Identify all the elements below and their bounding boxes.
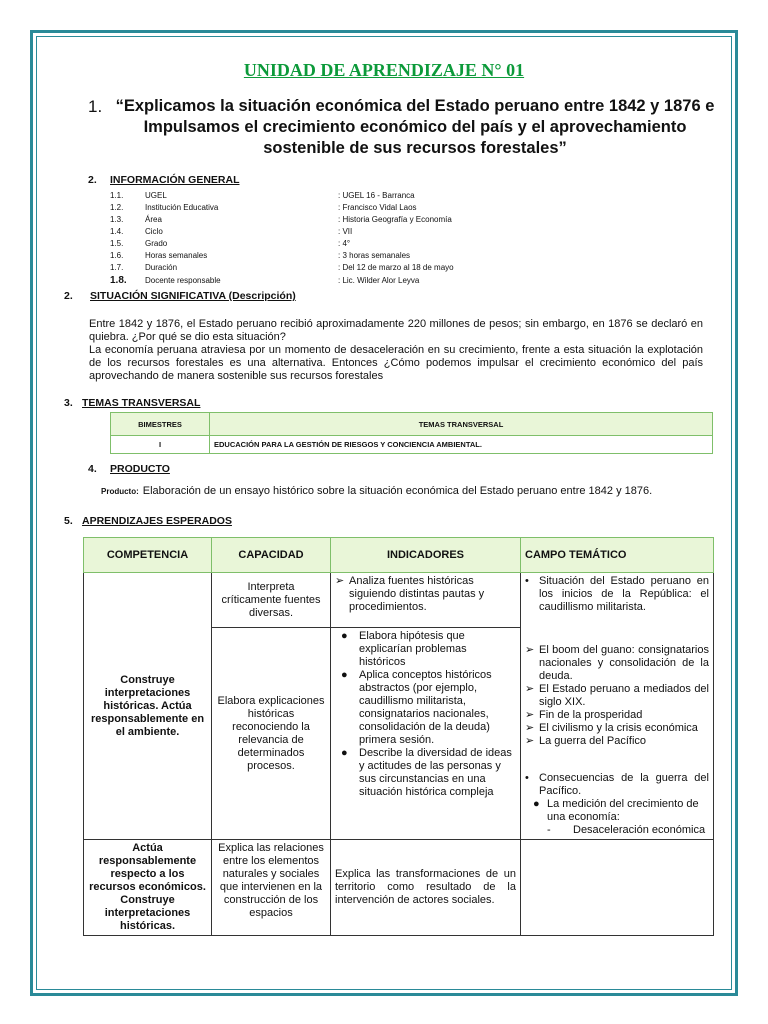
section-number: 2. — [88, 174, 97, 186]
bullet-icon: ● — [341, 747, 348, 759]
producto-label: Producto: — [101, 487, 139, 496]
indicador-text: Aplica conceptos históricos abstractos (por ejemplo, caudillismo militarista, consignatarios nacionales, consolidación de la deuda) primera sesión. — [359, 669, 492, 746]
info-label: UGEL — [145, 191, 167, 200]
campo-text: Consecuencias de la guerra del Pacífico. — [539, 772, 709, 797]
info-value: : Francisco Vidal Laos — [338, 203, 417, 212]
campo-tematico-cell — [521, 840, 714, 936]
table-header-row — [111, 413, 713, 436]
info-row — [110, 191, 590, 203]
situacion-text — [89, 318, 703, 383]
info-row — [110, 263, 590, 275]
section-number: 4. — [88, 463, 97, 475]
table-header-cell: COMPETENCIA — [84, 538, 212, 573]
section-aprendizajes-heading — [64, 515, 232, 527]
info-value: : Lic. Wilder Alor Leyva — [338, 276, 420, 285]
indicador-cell — [331, 628, 521, 840]
arrow-bullet-icon: ➢ — [525, 683, 535, 695]
info-value: : VII — [338, 227, 353, 236]
info-row — [110, 227, 590, 239]
info-row — [110, 203, 590, 215]
indicador-cell — [331, 573, 521, 628]
table-header-row — [84, 538, 714, 573]
situacion-paragraph: La economía peruana atraviesa por un momento de desaceleración en su crecimiento, frente a esta situación la explotación de los recursos forestales es una alternativa. Entonces ¿Cómo podemos impulsar el crecimiento económico del país aprovechando de manera sostenible sus recursos forestales — [89, 344, 703, 382]
table-row — [84, 840, 714, 936]
section-info-heading — [88, 174, 240, 186]
list-item — [547, 824, 709, 837]
bullet-icon: • — [525, 772, 529, 784]
bullet-icon: • — [525, 575, 529, 587]
list-item — [525, 575, 709, 614]
arrow-bullet-icon: ➢ — [525, 722, 535, 734]
section-number: 5. — [64, 515, 73, 527]
info-value: : UGEL 16 - Barranca — [338, 191, 415, 200]
producto-line — [101, 485, 652, 497]
info-row — [110, 239, 590, 251]
info-value: : 3 horas semanales — [338, 251, 411, 260]
table-header-cell: INDICADORES — [331, 538, 521, 573]
info-num: 1.2. — [110, 203, 124, 212]
info-num: 1.1. — [110, 191, 124, 200]
info-row — [110, 215, 590, 227]
section-producto-heading — [88, 463, 170, 475]
indicador-text: Analiza fuentes históricas siguiendo distintas pautas y procedimientos. — [349, 575, 485, 613]
table-cell: EDUCACIÓN PARA LA GESTIÓN DE RIESGOS Y CONCIENCIA AMBIENTAL. — [210, 436, 713, 454]
campo-text: La medición del crecimiento de una economía: — [547, 798, 699, 823]
arrow-bullet-icon: ➢ — [335, 575, 345, 587]
arrow-bullet-icon: ➢ — [525, 735, 535, 747]
info-label: Institución Educativa — [145, 203, 219, 212]
capacidad-cell: Explica las relaciones entre los elementos naturales y sociales que intervienen en la construcción de los espacios — [212, 840, 331, 936]
info-label: Grado — [145, 239, 168, 248]
indicador-text: Describe la diversidad de ideas y actitudes de las personas y sus circunstancias en una situación histórica compleja — [359, 747, 512, 798]
list-item — [525, 722, 709, 735]
info-label: Área — [145, 215, 162, 224]
list-item — [525, 683, 709, 709]
info-row — [110, 276, 590, 288]
competencia-cell: Actúa responsablemente respecto a los recursos económicos. Construye interpretaciones históricas. — [84, 840, 212, 936]
list-item — [335, 630, 516, 669]
table-header-cell: BIMESTRES — [111, 413, 210, 436]
page-title: UNIDAD DE APRENDIZAJE N° 01 — [243, 60, 525, 80]
info-num: 1.6. — [110, 251, 124, 260]
arrow-bullet-icon: ➢ — [525, 709, 535, 721]
list-item — [533, 798, 709, 824]
info-label: Duración — [145, 263, 178, 272]
list-item — [525, 709, 709, 722]
temas-table — [110, 412, 713, 454]
info-num: 1.4. — [110, 227, 124, 236]
info-num: 1.5. — [110, 239, 124, 248]
capacidad-cell: Elabora explicaciones históricas reconociendo la relevancia de determinados procesos. — [212, 628, 331, 840]
list-item — [525, 772, 709, 798]
section-title: PRODUCTO — [110, 463, 170, 475]
section-title: TEMAS TRANSVERSAL — [82, 397, 201, 409]
info-label: Docente responsable — [145, 276, 221, 285]
list-item — [525, 735, 709, 748]
dash-bullet-icon: - — [547, 824, 551, 836]
info-num: 1.7. — [110, 263, 124, 272]
table-header-cell: CAPACIDAD — [212, 538, 331, 573]
info-label: Ciclo — [145, 227, 163, 236]
campo-text: Fin de la prosperidad — [539, 709, 643, 721]
table-row — [84, 573, 714, 628]
info-num: 1.8. — [110, 275, 127, 286]
indicador-text: Elabora hipótesis que explicarían problemas históricos — [359, 630, 467, 668]
campo-text: Situación del Estado peruano en los inicios de la República: el caudillismo militarista. — [539, 575, 709, 613]
campo-text: Desaceleración económica — [573, 824, 706, 836]
section-title: INFORMACIÓN GENERAL — [110, 174, 240, 186]
competencia-cell: Construye interpretaciones históricas. Actúa responsablemente en el ambiente. — [84, 573, 212, 840]
campo-text: La guerra del Pacífico — [539, 735, 647, 747]
arrow-bullet-icon: ➢ — [525, 644, 535, 656]
section-number: 3. — [64, 397, 73, 409]
table-cell: I — [111, 436, 210, 454]
campo-text: El boom del guano: consignatarios nacionales y consolidación de la deuda. — [539, 644, 709, 682]
list-item — [525, 644, 709, 683]
campo-tematico-cell — [521, 573, 714, 840]
info-label: Horas semanales — [145, 251, 208, 260]
indicador-cell: Explica las transformaciones de un territorio como resultado de la intervención de actores sociales. — [331, 840, 521, 936]
main-title-number: 1. — [88, 97, 103, 116]
main-title — [88, 96, 718, 159]
info-num: 1.3. — [110, 215, 124, 224]
main-title-text: “Explicamos la situación económica del Estado peruano entre 1842 y 1876 e Impulsamos el crecimiento económico del país y el aprovechamiento sostenible de sus recursos forestales” — [115, 97, 715, 157]
info-value: : Del 12 de marzo al 18 de mayo — [338, 263, 454, 272]
aprendizajes-table — [83, 537, 714, 936]
capacidad-cell: Interpreta críticamente fuentes diversas. — [212, 573, 331, 628]
info-value: : Historia Geografía y Economía — [338, 215, 452, 224]
info-value: : 4° — [338, 239, 351, 248]
info-row — [110, 251, 590, 263]
bullet-icon: ● — [341, 669, 348, 681]
section-number: 2. — [64, 290, 73, 302]
list-item — [335, 669, 516, 747]
campo-text: El civilismo y la crisis económica — [539, 722, 698, 734]
section-temas-heading — [64, 397, 200, 409]
bullet-icon: ● — [533, 798, 540, 810]
section-situacion-heading — [64, 290, 296, 302]
bullet-icon: ● — [341, 630, 348, 642]
list-item — [335, 747, 516, 799]
section-title: APRENDIZAJES ESPERADOS — [82, 515, 232, 527]
table-header-cell: TEMAS TRANSVERSAL — [210, 413, 713, 436]
campo-text: El Estado peruano a mediados del siglo XIX. — [539, 683, 709, 708]
table-row — [111, 436, 713, 454]
list-item — [335, 575, 516, 614]
table-header-cell: CAMPO TEMÁTICO — [521, 538, 714, 573]
producto-text: Elaboración de un ensayo histórico sobre la situación económica del Estado peruano entre 1842 y 1876. — [142, 485, 653, 497]
situacion-paragraph: Entre 1842 y 1876, el Estado peruano recibió aproximadamente 220 millones de pesos; sin embargo, en 1876 se declaró en quiebra. ¿Por qué se dio esta situación? — [89, 318, 703, 343]
section-title: SITUACIÓN SIGNIFICATIVA (Descripción) — [90, 290, 296, 302]
